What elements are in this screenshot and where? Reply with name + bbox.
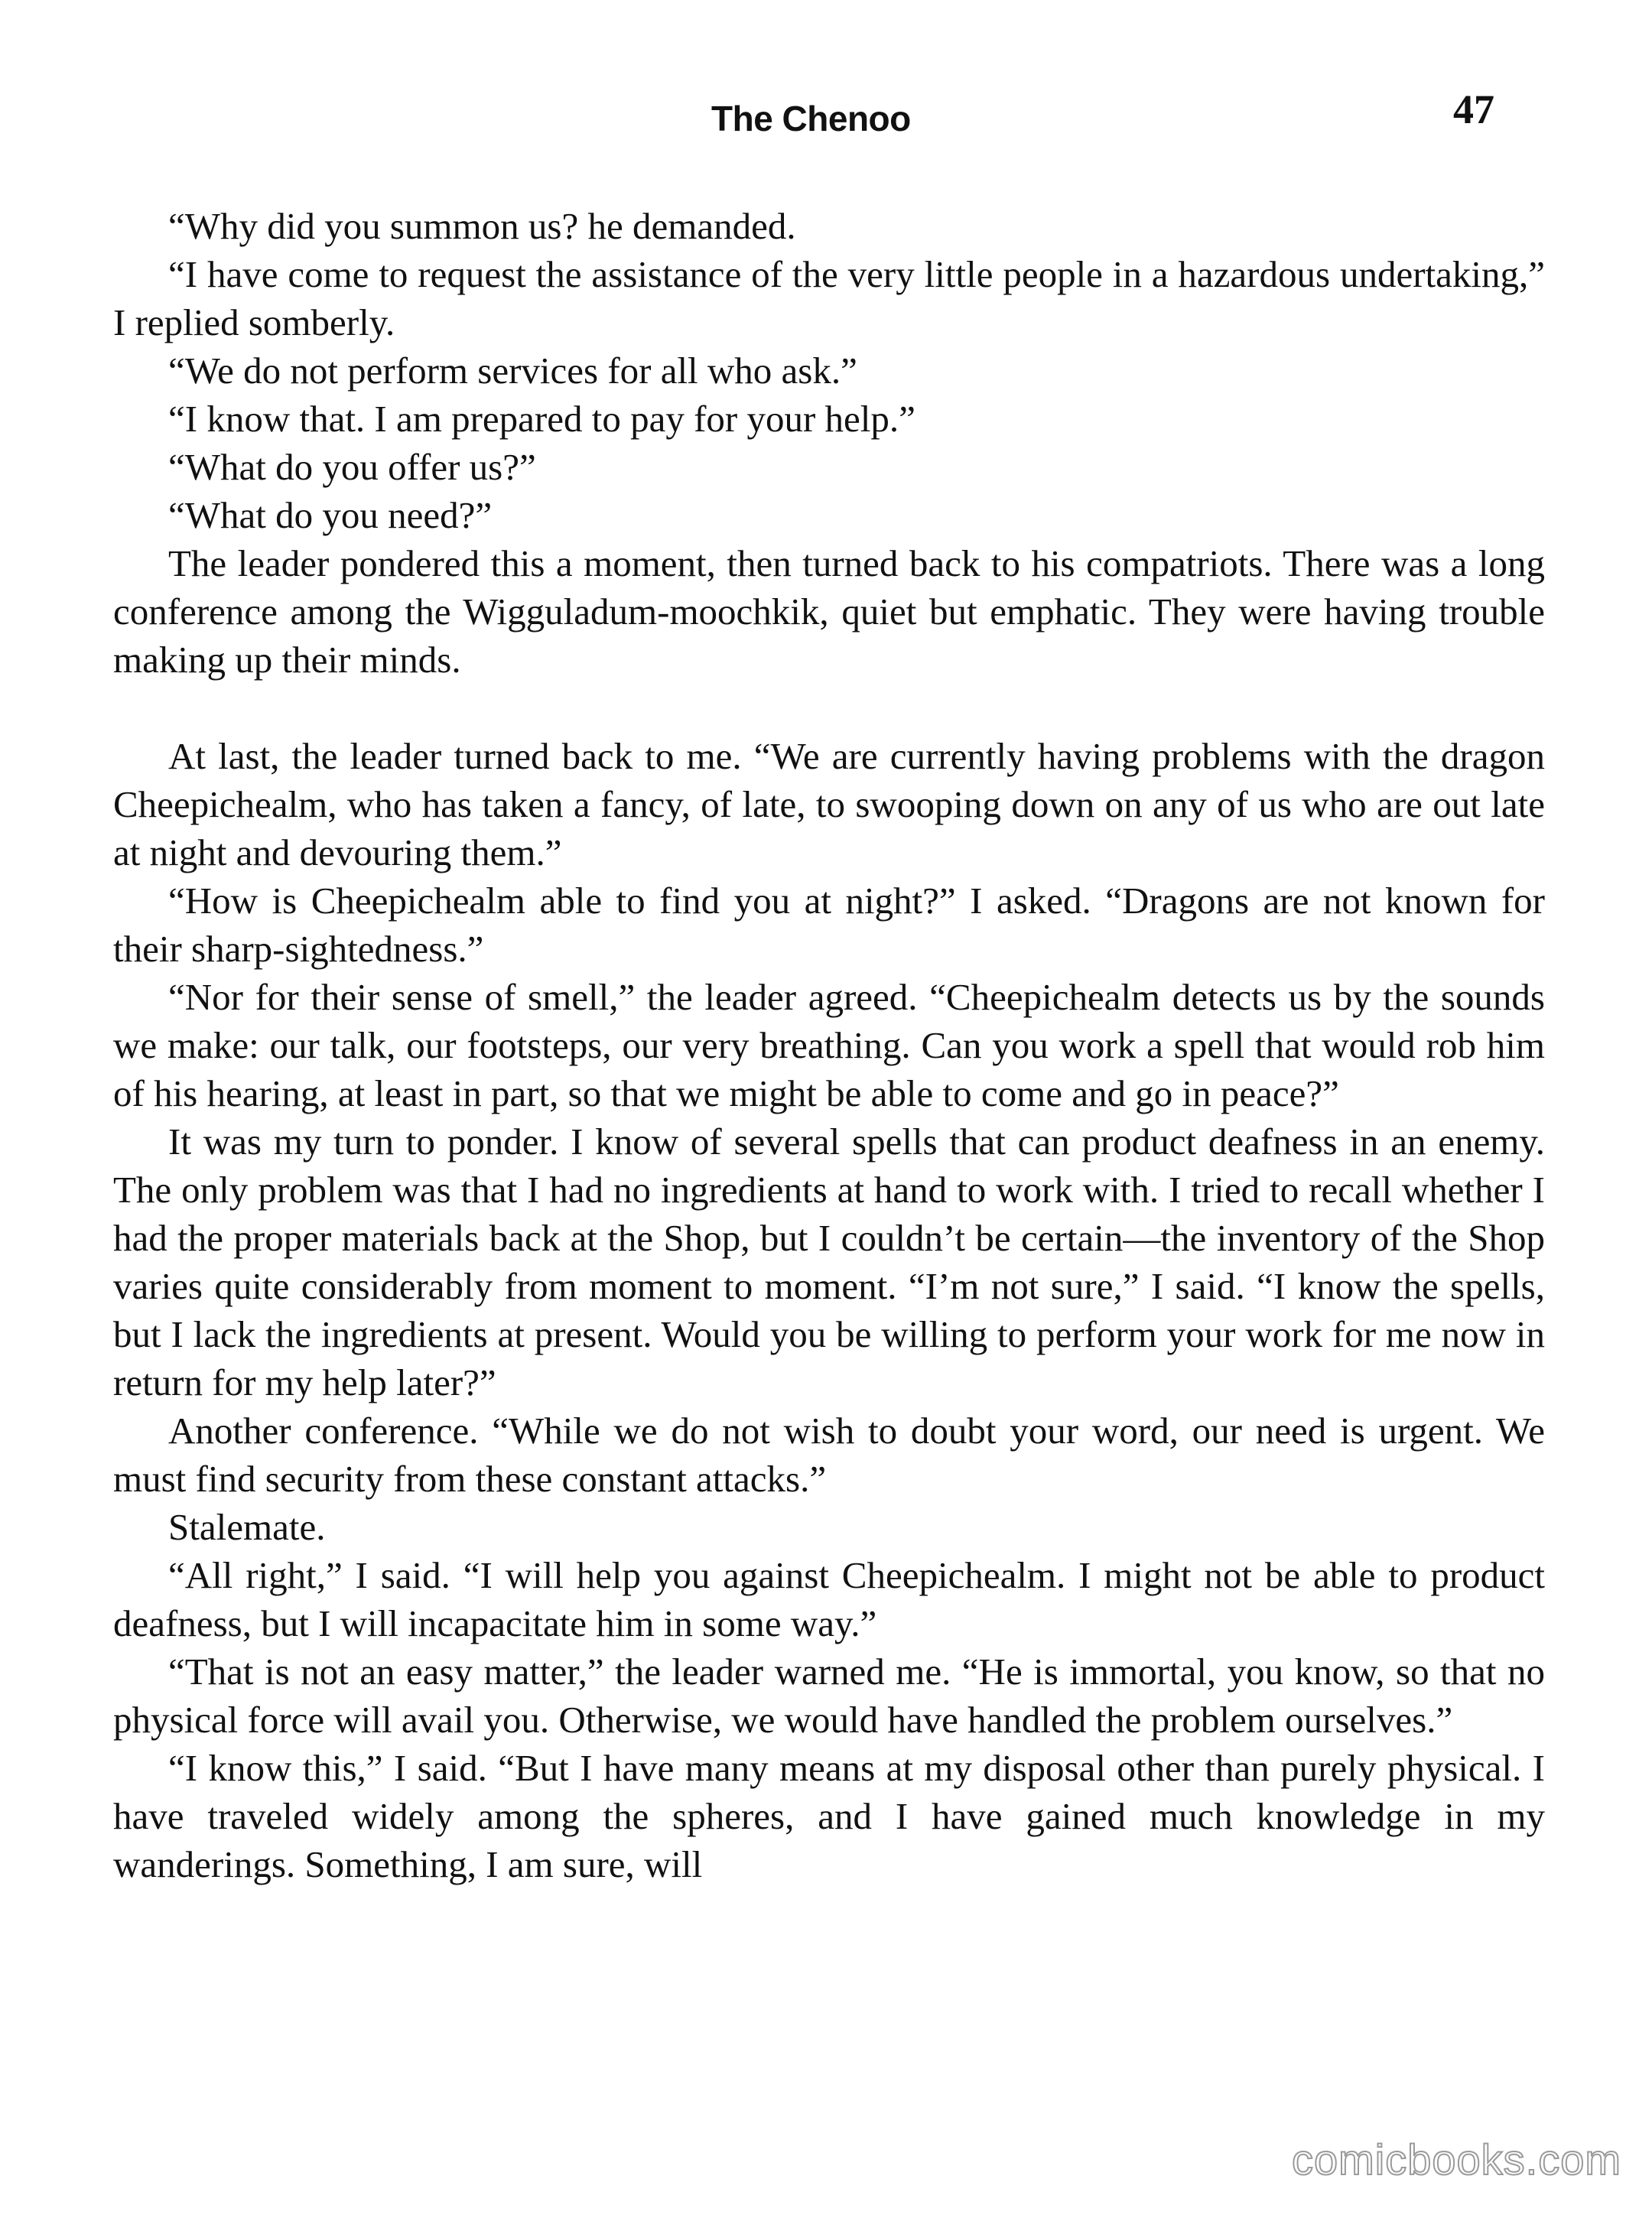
paragraph: Stalemate.: [168, 1506, 326, 1548]
paragraph: “I have come to request the assistance of the very little people in a hazardous undertaking,” I replied somberly.: [113, 253, 1545, 343]
paragraph: “What do you offer us?”: [168, 446, 536, 488]
watermark: comicbooks.com: [1291, 2135, 1621, 2184]
paragraph: “I know this,” I said. “But I have many means at my disposal other than purely physical. I have traveled widely among the spheres, and I have gained much knowledge in my wanderings. Something, I am sure, will: [113, 1747, 1545, 1885]
paragraph: “Why did you summon us? he demanded.: [168, 205, 796, 247]
paragraph: “All right,” I said. “I will help you against Cheepichealm. I might not be able to product deafness, but I will incapacitate him in some way.”: [113, 1554, 1545, 1644]
body-text: [113, 202, 1545, 1888]
paragraph: Another conference. “While we do not wish to doubt your word, our need is urgent. We must find security from these constant attacks.”: [113, 1410, 1545, 1500]
paragraph: “That is not an easy matter,” the leader warned me. “He is immortal, you know, so that no physical force will avail you. Otherwise, we would have handled the problem ourselves.”: [113, 1650, 1545, 1741]
section-break: [113, 684, 1545, 732]
paragraph: “I know that. I am prepared to pay for your help.”: [168, 398, 915, 440]
paragraph: “How is Cheepichealm able to find you at night?” I asked. “Dragons are not known for their sharp-sightedness.”: [113, 880, 1545, 970]
paragraph: “We do not perform services for all who ask.”: [168, 350, 857, 392]
paragraph: At last, the leader turned back to me. “We are currently having problems with the dragon Cheepichealm, who has taken a fancy, of late, to swooping down on any of us who are out late at night and devouring them.”: [113, 735, 1545, 873]
paragraph: The leader pondered this a moment, then turned back to his compatriots. There was a long conference among the Wigguladum-moochkik, quiet but emphatic. They were having trouble making up their minds.: [113, 542, 1545, 681]
page-number: 47: [1453, 86, 1494, 132]
paragraph: “What do you need?”: [168, 494, 493, 536]
running-head: The Chenoo: [711, 99, 911, 138]
paragraph: It was my turn to ponder. I know of several spells that can product deafness in an enemy. The only problem was that I had no ingredients at hand to work with. I tried to recall whether I had the proper materials back at the Shop, but I couldn’t be certain—the inventory of the Shop varies quite considerably from moment to moment. “I’m not sure,” I said. “I know the spells, but I lack the ingredients at present. Would you be willing to perform your work for me now in return for my help later?”: [113, 1120, 1545, 1403]
paragraph: “Nor for their sense of smell,” the leader agreed. “Cheepichealm detects us by the sounds we make: our talk, our footsteps, our very breathing. Can you work a spell that would rob him of his hearing, at least in part, so that we might be able to come and go in peace?”: [113, 976, 1545, 1114]
